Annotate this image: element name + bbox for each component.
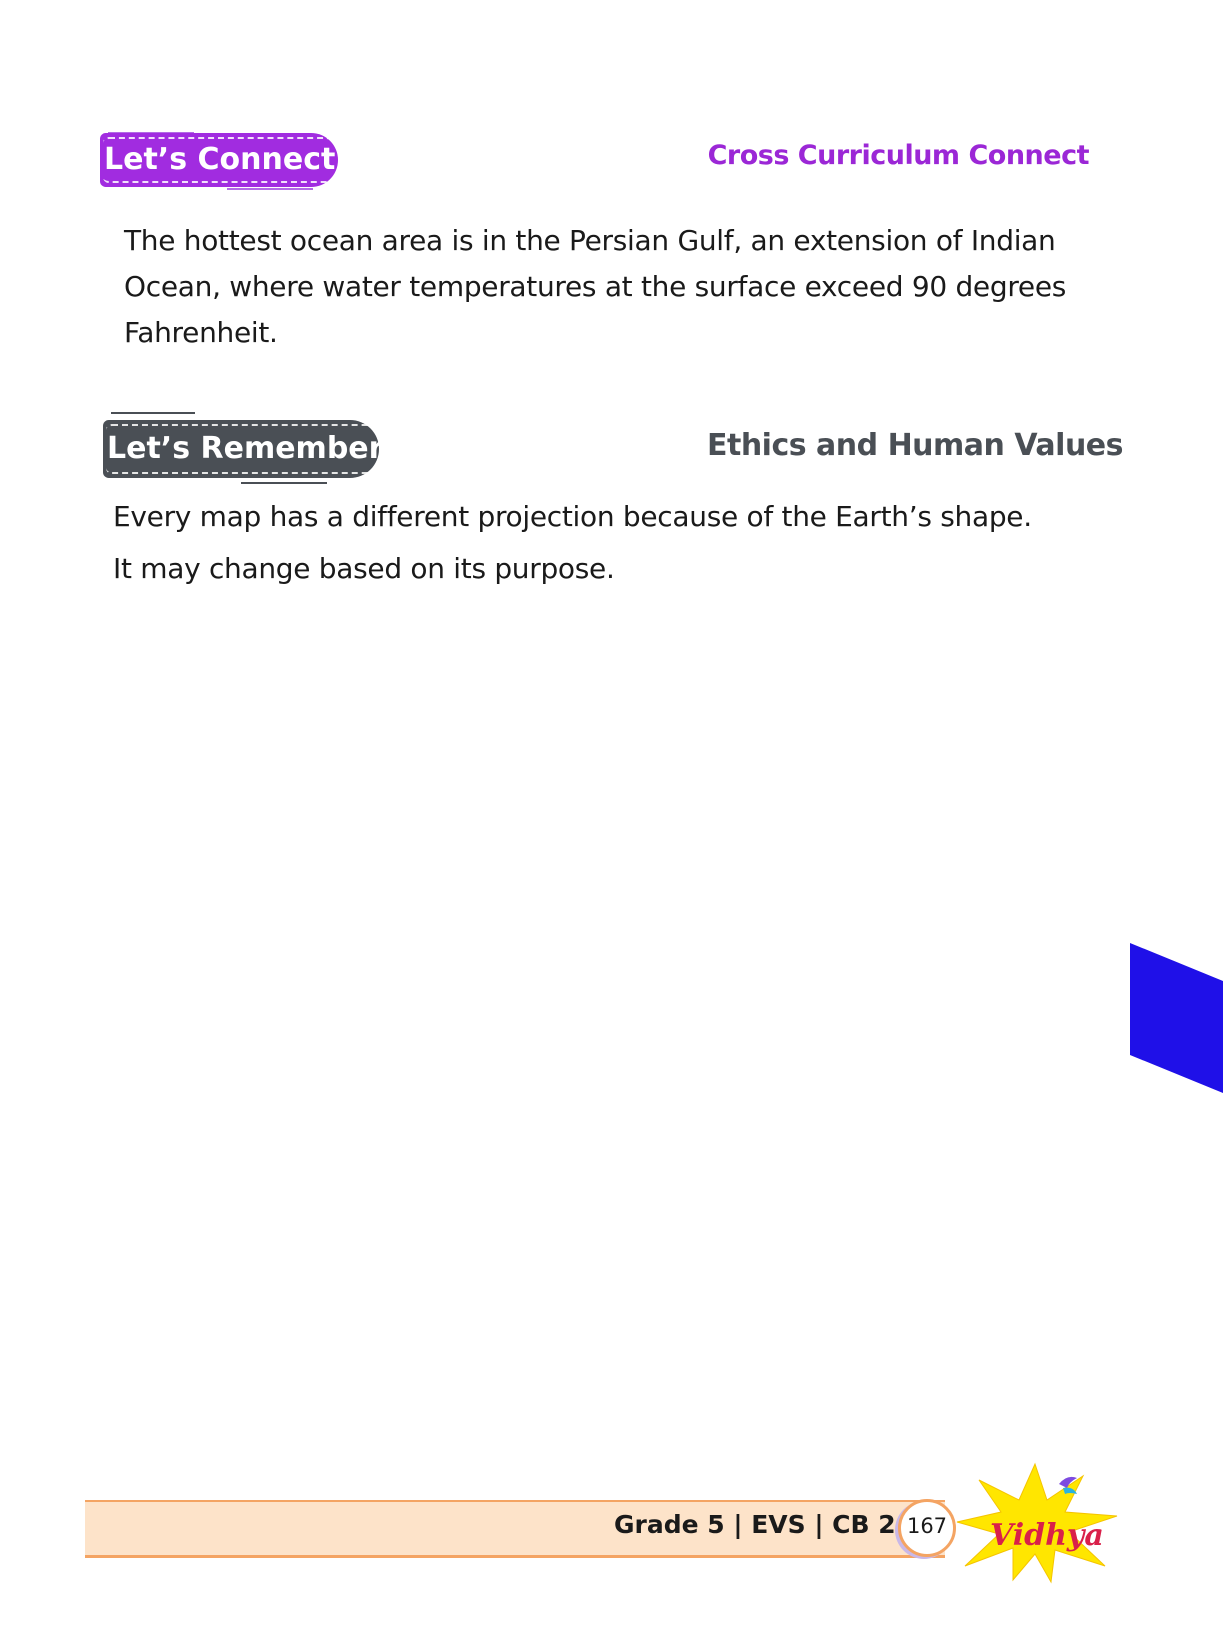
remember-line-2: It may change based on its purpose. [113, 552, 615, 585]
remember-tag-accent-line [241, 482, 327, 484]
remember-line-1: Every map has a different projection because of the Earth’s shape. [113, 500, 1032, 533]
lets-connect-tag [100, 133, 338, 187]
page-number: 167 [906, 1514, 948, 1538]
connect-paragraph: The hottest ocean area is in the Persian Gulf, an extension of Indian Ocean, where water temperatures at the surface exceed 90 degrees Fahrenheit. [124, 224, 1067, 349]
lets-connect-title: Let’s Connect [104, 141, 336, 177]
chapter-side-tab [1130, 943, 1223, 1093]
remember-tag-accent-line [111, 412, 195, 414]
cross-curriculum-label: Cross Curriculum Connect [707, 140, 1089, 171]
vidhya-logo-text: Vidhya [990, 1518, 1104, 1553]
footer-grade-subject: Grade 5 | EVS | CB 2 [614, 1510, 896, 1539]
ethics-values-label: Ethics and Human Values [706, 428, 1123, 463]
connect-tag-accent-line [227, 188, 313, 190]
lets-remember-title: Let’s Remember [107, 430, 384, 466]
lets-remember-tag [103, 420, 384, 478]
